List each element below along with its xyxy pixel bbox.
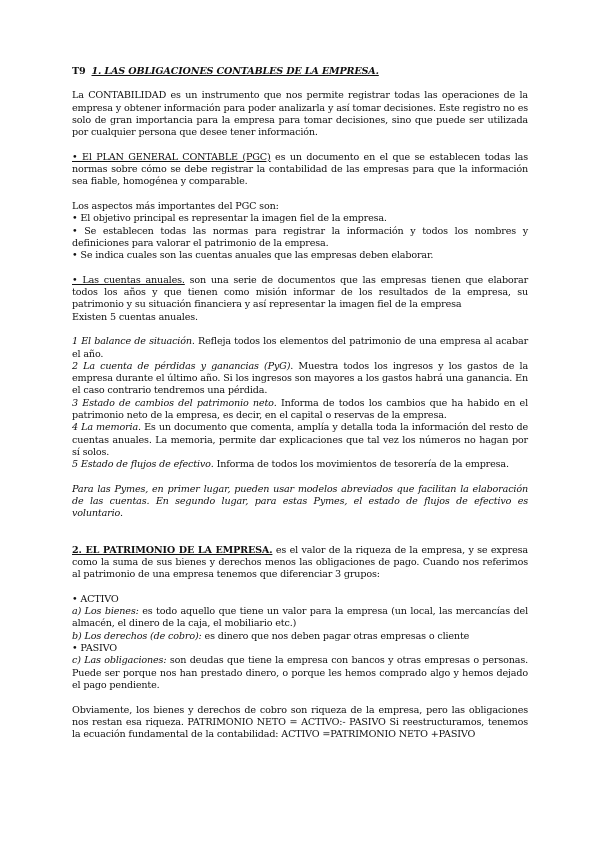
account-desc: . Es un documento que comenta, amplía y detalla toda la información del resto de cuentas anuales. La memoria, permite dar explicaciones que tal vez los números no hagan por sí solos. <box>72 422 528 458</box>
pgc-lead: • El PLAN GENERAL CONTABLE (PGC) <box>72 151 271 163</box>
account-name: 4 La memoria <box>72 422 139 434</box>
document-title <box>72 66 528 78</box>
intro-paragraph: La CONTABILIDAD es un instrumento que nos permite registrar todas las operaciones de la empresa y obtener información para poder analizarla y así tomar decisiones. Este registro no es solo de gran importancia para la empresa para tomar decisiones, sino que puede ser utilizada por cualquier persona que desee tener información. <box>72 90 528 139</box>
obligaciones-name: c) Las obligaciones: <box>72 655 167 667</box>
aspect-item: • El objetivo principal es representar la imagen fiel de la empresa. <box>72 213 387 225</box>
account-name: 1 El balance de situación <box>72 336 192 348</box>
topic-number: T9 <box>72 66 86 77</box>
account-item <box>72 336 528 361</box>
account-name: 3 Estado de cambios del patrimonio neto <box>72 397 274 409</box>
section-1-heading: 1. LAS OBLIGACIONES CONTABLES DE LA EMPRESA. <box>91 66 379 77</box>
account-desc: . Informa de todos los cambios que ha habido en el patrimonio neto de la empresa, es decir, en el capital o reservas de la empresa. <box>72 397 528 422</box>
bienes-desc: es todo aquello que tiene un valor para la empresa (un local, las mercancías del almacén, el dinero de la caja, el mobiliario etc.) <box>72 606 528 630</box>
cuentas-text: son una serie de documentos que las empresas tienen que elaborar todos los años y que tienen como misión informar de los resultados de la empresa, su patrimonio y su situación financiera y así representar la imagen fiel de la empresa <box>72 274 528 311</box>
document-body <box>72 66 528 741</box>
account-name: 5 Estado de flujos de efectivo <box>72 459 211 471</box>
account-item <box>72 361 528 398</box>
account-item <box>72 422 528 459</box>
cuentas-paragraph <box>72 275 528 312</box>
pasivo-label: • PASIVO <box>72 643 117 655</box>
aspect-item: • Se indica cuales son las cuentas anuales que las empresas deben elaborar. <box>72 250 434 262</box>
aspects-heading: Los aspectos más importantes del PGC son: <box>72 200 279 212</box>
account-item <box>72 398 528 423</box>
cuentas-count: Existen 5 cuentas anuales. <box>72 311 198 323</box>
section-2-text: es el valor de la riqueza de la empresa, y se expresa como la suma de sus bienes y derechos menos las obligaciones de pago. Cuando nos referimos al patrimonio de una empresa tenemos que diferenciar 3 grupos: <box>72 544 528 581</box>
account-desc: . Refleja todos los elementos del patrimonio de una empresa al acabar el año. <box>72 336 529 360</box>
derechos-desc: es dinero que nos deben pagar otras empresas o cliente <box>201 630 470 642</box>
pgc-text: es un documento en el que se establecen todas las normas sobre cómo se debe registrar la contabilidad de las empresas para que la información sea fiable, homogénea y comparable. <box>72 151 528 188</box>
derechos-item <box>72 631 528 643</box>
account-desc: . Informa de todos los movimientos de tesorería de la empresa. <box>210 459 509 471</box>
pymes-note: Para las Pymes, en primer lugar, pueden usar modelos abreviados que facilitan la elaboración de las cuentas. En segundo lugar, para estas Pymes, el estado de flujos de efectivo es voluntario. <box>72 483 528 520</box>
closing-paragraph: Obviamente, los bienes y derechos de cobro son riqueza de la empresa, pero las obligaciones nos restan esa riqueza. PATRIMONIO NETO = ACTIVO:- PASIVO Si reestructuramos, tenemos la ecuación fundamental de la contabilidad: ACTIVO =PATRIMONIO NETO +PASIVO <box>72 704 528 741</box>
obligaciones-item <box>72 655 528 692</box>
pgc-paragraph <box>72 152 528 189</box>
section-2-heading: 2. EL PATRIMONIO DE LA EMPRESA. <box>72 544 273 556</box>
obligaciones-desc: son deudas que tiene la empresa con bancos y otras empresas o personas. Puede ser porque nos han prestado dinero, o porque les hemos comprado algo y hemos dejado el pago pendiente. <box>72 655 528 691</box>
activo-label: • ACTIVO <box>72 593 119 605</box>
account-desc: . Muestra todos los ingresos y los gastos de la empresa durante el último año. Si los ingresos son mayores a los gastos habrá una ganancia. En el caso contrario tendremos una pérdida. <box>72 360 529 397</box>
derechos-name: b) Los derechos (de cobro): <box>72 630 202 642</box>
account-item <box>72 459 528 471</box>
bienes-item <box>72 606 528 631</box>
aspect-item: • Se establecen todas las normas para registrar la información y todos los nombres y definiciones para valorar el patrimonio de la empresa. <box>72 225 528 249</box>
section-2-paragraph <box>72 545 528 582</box>
bienes-name: a) Los bienes: <box>72 606 139 618</box>
account-name: 2 La cuenta de pérdidas y ganancias (PyG) <box>72 360 291 372</box>
cuentas-lead: • Las cuentas anuales. <box>72 274 185 286</box>
